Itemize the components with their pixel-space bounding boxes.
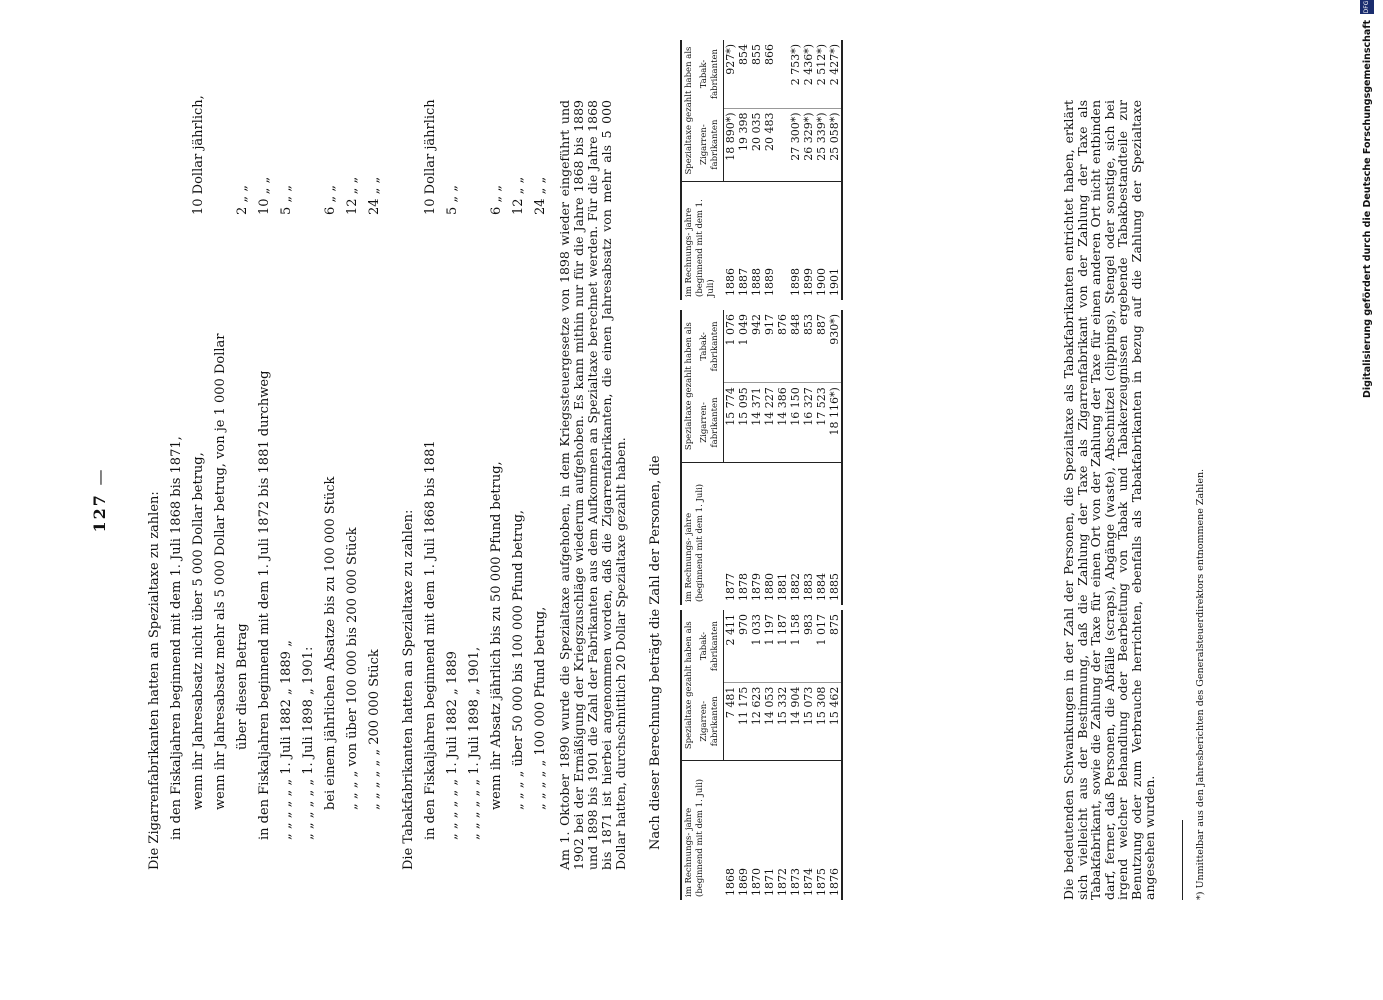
table-row: 1883 16 327 853 bbox=[802, 310, 815, 605]
tobacco-line: „ „ „ „ „ „ 1. Juli 1898 „ 1901, bbox=[467, 646, 482, 840]
table-row: 1889 20 483 866 bbox=[763, 40, 776, 300]
table-row: 1869 11 175 970 bbox=[737, 610, 750, 900]
table-row: 1879 14 371 942 bbox=[750, 310, 763, 605]
tobacco-section bbox=[392, 99, 552, 870]
cigar-line: „ „ „ „ „ „ 1. Juli 1882 „ 1889 „ 5 „ „ bbox=[279, 184, 294, 840]
footnote-separator bbox=[1182, 820, 1183, 900]
tobacco-line: wenn ihr Absatz jährlich bis zu 50 000 Pfund betrug, 6 „ „ bbox=[489, 184, 504, 810]
cigar-line: „ „ „ „ „ „ 1. Juli 1898 „ 1901: bbox=[301, 646, 316, 840]
table-row: 1871 14 053 1 197 bbox=[763, 610, 776, 900]
col-header-zig: Zigarren- fabrikanten bbox=[697, 108, 724, 182]
col-header-zig: Zigarren- fabrikanten bbox=[697, 682, 724, 761]
dfg-logo-icon: DFG bbox=[1360, 0, 1374, 14]
cigar-line: über diesen Betrag 2 „ „ bbox=[235, 184, 250, 750]
table-row: 1899 26 329*) 2 436*) bbox=[802, 40, 815, 300]
table-row: 1882 16 150 848 bbox=[789, 310, 802, 605]
table-row: 1877 15 774 1 076 bbox=[724, 310, 738, 605]
col-header-tab: Tabak- fabrikanten bbox=[697, 40, 724, 108]
cigar-line: wenn ihr Jahresabsatz nicht über 5 000 Dollar betrug, 10 Dollar jährlich, bbox=[191, 95, 206, 810]
body-paragraph: Am 1. Oktober 1890 wurde die Spezialtaxe aufgehoben, in dem Kriegssteuergesetze von 1898 wieder eingeführt und 1902 bei der Ermäßigung der Kriegszuschläge wiederum aufgehoben. Es kann mithin nur für die Jahre 1868 bis 1889 und 1898 bis 1901 die Zahl der Fabrikanten aus dem Aufkommen an Spezialtaxe berechnet werden. Für die Jahre 1868 bis 1871 ist hierbei angenommen worden, daß die Zigarrenfabrikanten, die einen Jahresabsatz von mehr als 5 000 Dollar hatten, durchschnittlich 20 Dollar Spezialtaxe gezahlt haben. bbox=[557, 100, 628, 870]
cigar-line: in den Fiskaljahren beginnend mit dem 1. Juli 1868 bis 1871, bbox=[169, 436, 184, 840]
col-header-year: im Rechnungs- jahre (beginnend mit dem 1. Juli) bbox=[681, 182, 724, 300]
tobacco-line: „ „ „ „ über 50 000 bis 100 000 Pfund betrug, 12 „ „ bbox=[511, 176, 526, 810]
page-number: 127 bbox=[90, 493, 109, 533]
table-row: 1870 12 623 1 033 bbox=[750, 610, 763, 900]
cigar-line: „ „ „ „ „ „ 200 000 Stück 24 „ „ bbox=[367, 176, 382, 810]
table-row: 1885 18 116*) 930*) bbox=[828, 310, 842, 605]
table-row: 1887 19 398 854 bbox=[737, 40, 750, 300]
col-header-tab: Tabak- fabrikanten bbox=[697, 310, 724, 383]
digitization-credit bbox=[1360, 0, 1382, 1000]
table-row: 1876 15 462 875 bbox=[828, 610, 842, 900]
table-row: 1868 7 481 2 411 bbox=[724, 610, 738, 900]
table-row: 1884 17 523 887 bbox=[815, 310, 828, 605]
table-row: 1875 15 308 1 017 bbox=[815, 610, 828, 900]
col-header-year: im Rechnungs- jahre (beginnend mit dem 1. Juli) bbox=[681, 463, 724, 605]
tobacco-heading: Die Tabakfabrikanten hatten an Spezialtaxe zu zahlen: bbox=[401, 509, 416, 870]
page-header bbox=[90, 0, 109, 1000]
table-row: 1878 15 095 1 049 bbox=[737, 310, 750, 605]
cigar-line: in den Fiskaljahren beginnend mit dem 1. Juli 1872 bis 1881 durchweg 10 „ „ bbox=[257, 176, 272, 840]
table-row: 1880 14 227 917 bbox=[763, 310, 776, 605]
closing-paragraph: Die bedeutenden Schwankungen in der Zahl der Personen, die Spezialtaxe als Tabakfabrikanten entrichtet haben, erklärt sich vielleicht aus der Bestimmung, daß die Zahlung der Taxe als Zigarrenfabrikant von der Zahlung der Taxe als Tabakfabrikant, sowie die Zahlung der Taxe für einen Ort von der Zahlung der Taxe für einen anderen Ort nicht entbinden darf, ferner, daß Personen, die Abfälle (scraps), Abgänge (waste), Abschnitzel (clippings), Stengel oder sonstige, sich bei irgend welcher Behandlung oder Bearbeitung von Tabak und Tabakerzeugnissen ergebende Tabakbestandteile zur Benutzung oder zum Verbrauche herrichten, ebenfalls als Tabakfabrikanten in bezug auf die Zahlung der Spezialtaxe angesehen wurden. bbox=[1061, 100, 1157, 900]
cigar-heading: Die Zigarrenfabrikanten hatten an Spezialtaxe zu zahlen: bbox=[147, 491, 162, 870]
footnote: *) Unmittelbar aus den Jahresberichten des Generalsteuerdirektors entnommene Zahlen. bbox=[1195, 468, 1206, 900]
cigar-line: „ „ „ „ von über 100 000 bis 200 000 Stück 12 „ „ bbox=[345, 176, 360, 810]
tobacco-line: „ „ „ „ „ 100 000 Pfund betrug, 24 „ „ bbox=[533, 176, 548, 810]
col-header-group: Spezialtaxe gezahlt haben als bbox=[681, 40, 697, 182]
col-header-year: im Rechnungs- jahre (beginnend mit dem 1. Juli) bbox=[681, 761, 724, 900]
stat-table-1 bbox=[680, 610, 843, 900]
table-row: 1881 14 386 876 bbox=[776, 310, 789, 605]
table-row: 1874 15 073 983 bbox=[802, 610, 815, 900]
cigar-line: bei einem jährlichen Absatze bis zu 100 000 Stück 6 „ „ bbox=[323, 184, 338, 810]
stat-table-2 bbox=[680, 310, 843, 605]
col-header-zig: Zigarren- fabrikanten bbox=[697, 383, 724, 463]
tobacco-line: in den Fiskaljahren beginnend mit dem 1. Juli 1868 bis 1881 10 Dollar jährlich bbox=[423, 99, 438, 840]
tobacco-line: „ „ „ „ „ „ 1. Juli 1882 „ 1889 5 „ „ bbox=[445, 184, 460, 840]
credit-text: Digitalisierung gefördert durch die Deutsche Forschungsgemeinschaft bbox=[1362, 20, 1373, 398]
table-row bbox=[776, 40, 789, 300]
col-header-group: Spezialtaxe gezahlt haben als bbox=[681, 310, 697, 463]
table-row: 1873 14 904 1 158 bbox=[789, 610, 802, 900]
table-row: 1888 20 035 855 bbox=[750, 40, 763, 300]
table-row: 1900 25 339*) 2 512*) bbox=[815, 40, 828, 300]
col-header-group: Spezialtaxe gezahlt haben als bbox=[681, 610, 697, 761]
table-row: 1872 15 332 1 187 bbox=[776, 610, 789, 900]
table-row: 1901 25 058*) 2 427*) bbox=[828, 40, 842, 300]
cigar-line: wenn ihr Jahresabsatz mehr als 5 000 Dollar betrug, von je 1 000 Dollar bbox=[213, 333, 228, 810]
page-dash: — bbox=[90, 467, 109, 486]
table-row: 1898 27 300*) 2 753*) bbox=[789, 40, 802, 300]
stat-table-3 bbox=[680, 40, 843, 300]
col-header-tab: Tabak- fabrikanten bbox=[697, 610, 724, 682]
table-row: 1886 18 890*) 927*) bbox=[724, 40, 738, 300]
table-intro: Nach dieser Berechnung beträgt die Zahl der Personen, die bbox=[648, 455, 663, 850]
cigar-section bbox=[138, 95, 386, 870]
